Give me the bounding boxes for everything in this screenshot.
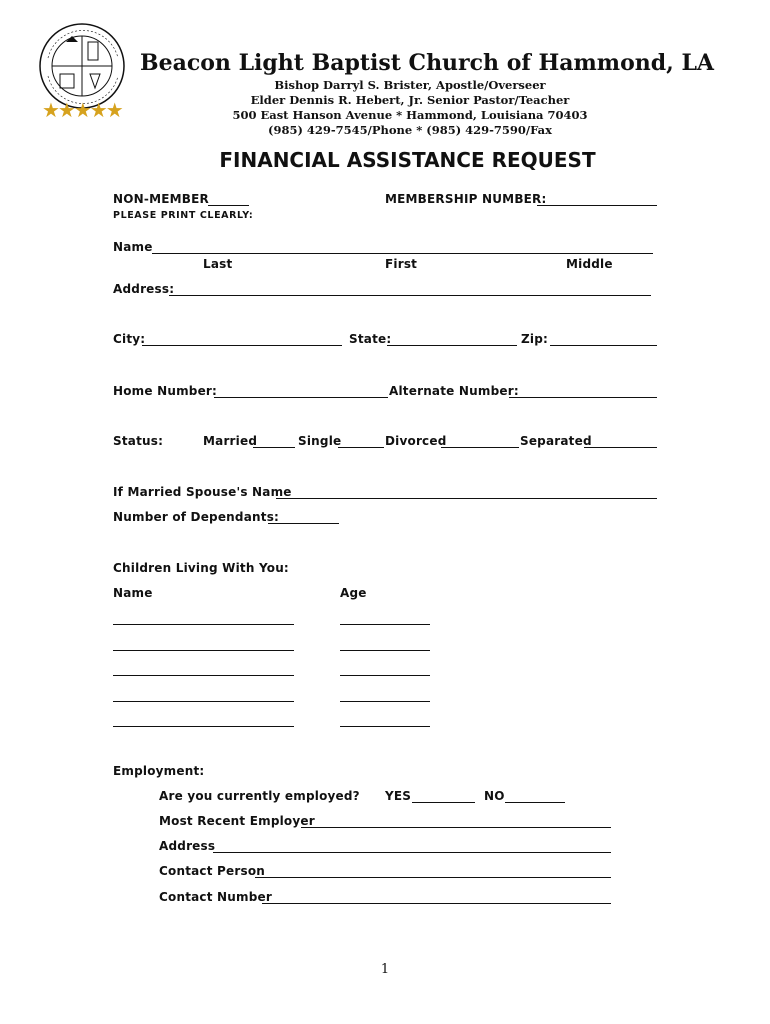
separated-field[interactable] (584, 447, 657, 448)
child-age-field-2[interactable] (340, 650, 430, 651)
zip-label: Zip: (521, 332, 549, 346)
yes-label: YES (385, 789, 412, 803)
logo-stars: ★★★★★ (42, 98, 122, 122)
spouse-name-field[interactable] (276, 498, 657, 499)
city-label: City: (113, 332, 146, 346)
city-field[interactable] (142, 345, 342, 346)
page-number: 1 (380, 962, 390, 977)
last-name-caption: Last (203, 257, 233, 271)
name-field[interactable] (152, 253, 653, 254)
married-field[interactable] (253, 447, 295, 448)
address-field[interactable] (169, 295, 651, 296)
bishop-line: Bishop Darryl S. Brister, Apostle/Overseer (274, 78, 546, 92)
address-label: Address: (113, 282, 175, 296)
employer-address-field[interactable] (213, 852, 611, 853)
children-label: Children Living With You: (113, 561, 289, 575)
married-label: Married (203, 434, 258, 448)
child-age-header: Age (340, 586, 367, 600)
child-name-field-2[interactable] (113, 650, 294, 651)
single-label: Single (298, 434, 342, 448)
state-field[interactable] (387, 345, 517, 346)
child-name-field-3[interactable] (113, 675, 294, 676)
recent-employer-field[interactable] (301, 827, 611, 828)
phone-line: (985) 429-7545/Phone * (985) 429-7590/Fax (268, 123, 552, 137)
single-field[interactable] (338, 447, 384, 448)
contact-number-label: Contact Number (159, 890, 272, 904)
middle-name-caption: Middle (566, 257, 613, 271)
name-label: Name (113, 240, 153, 254)
non-member-field[interactable] (208, 205, 249, 206)
form-title: FINANCIAL ASSISTANCE REQUEST (219, 148, 596, 172)
state-label: State: (349, 332, 392, 346)
divorced-label: Divorced (385, 434, 447, 448)
child-age-field-3[interactable] (340, 675, 430, 676)
contact-person-label: Contact Person (159, 864, 266, 878)
membership-number-label: MEMBERSHIP NUMBER: (385, 192, 547, 206)
child-age-field-4[interactable] (340, 701, 430, 702)
address-line: 500 East Hanson Avenue * Hammond, Louisiana 70403 (232, 108, 588, 122)
separated-label: Separated (520, 434, 592, 448)
employed-question: Are you currently employed? (159, 789, 360, 803)
child-name-header: Name (113, 586, 153, 600)
employment-label: Employment: (113, 764, 205, 778)
membership-number-field[interactable] (537, 205, 657, 206)
child-age-field-5[interactable] (340, 726, 430, 727)
print-clearly-note: PLEASE PRINT CLEARLY: (113, 210, 254, 221)
contact-person-field[interactable] (255, 877, 611, 878)
child-name-field-4[interactable] (113, 701, 294, 702)
recent-employer-label: Most Recent Employer (159, 814, 315, 828)
home-number-label: Home Number: (113, 384, 218, 398)
dependants-field[interactable] (268, 523, 339, 524)
spouse-name-label: If Married Spouse's Name (113, 485, 292, 499)
church-seal-logo (36, 18, 128, 126)
yes-field[interactable] (412, 802, 475, 803)
no-label: NO (484, 789, 505, 803)
first-name-caption: First (385, 257, 418, 271)
home-number-field[interactable] (214, 397, 388, 398)
alternate-number-label: Alternate Number: (389, 384, 519, 398)
status-label: Status: (113, 434, 164, 448)
elder-line: Elder Dennis R. Hebert, Jr. Senior Pastor/Teacher (250, 93, 570, 107)
non-member-label: NON-MEMBER (113, 192, 209, 206)
contact-number-field[interactable] (262, 903, 611, 904)
dependants-label: Number of Dependants: (113, 510, 280, 524)
employer-address-label: Address (159, 839, 216, 853)
church-name: Beacon Light Baptist Church of Hammond, LA (140, 50, 714, 76)
child-age-field-1[interactable] (340, 624, 430, 625)
divorced-field[interactable] (441, 447, 519, 448)
alternate-number-field[interactable] (509, 397, 657, 398)
no-field[interactable] (505, 802, 565, 803)
zip-field[interactable] (550, 345, 657, 346)
child-name-field-1[interactable] (113, 624, 294, 625)
child-name-field-5[interactable] (113, 726, 294, 727)
